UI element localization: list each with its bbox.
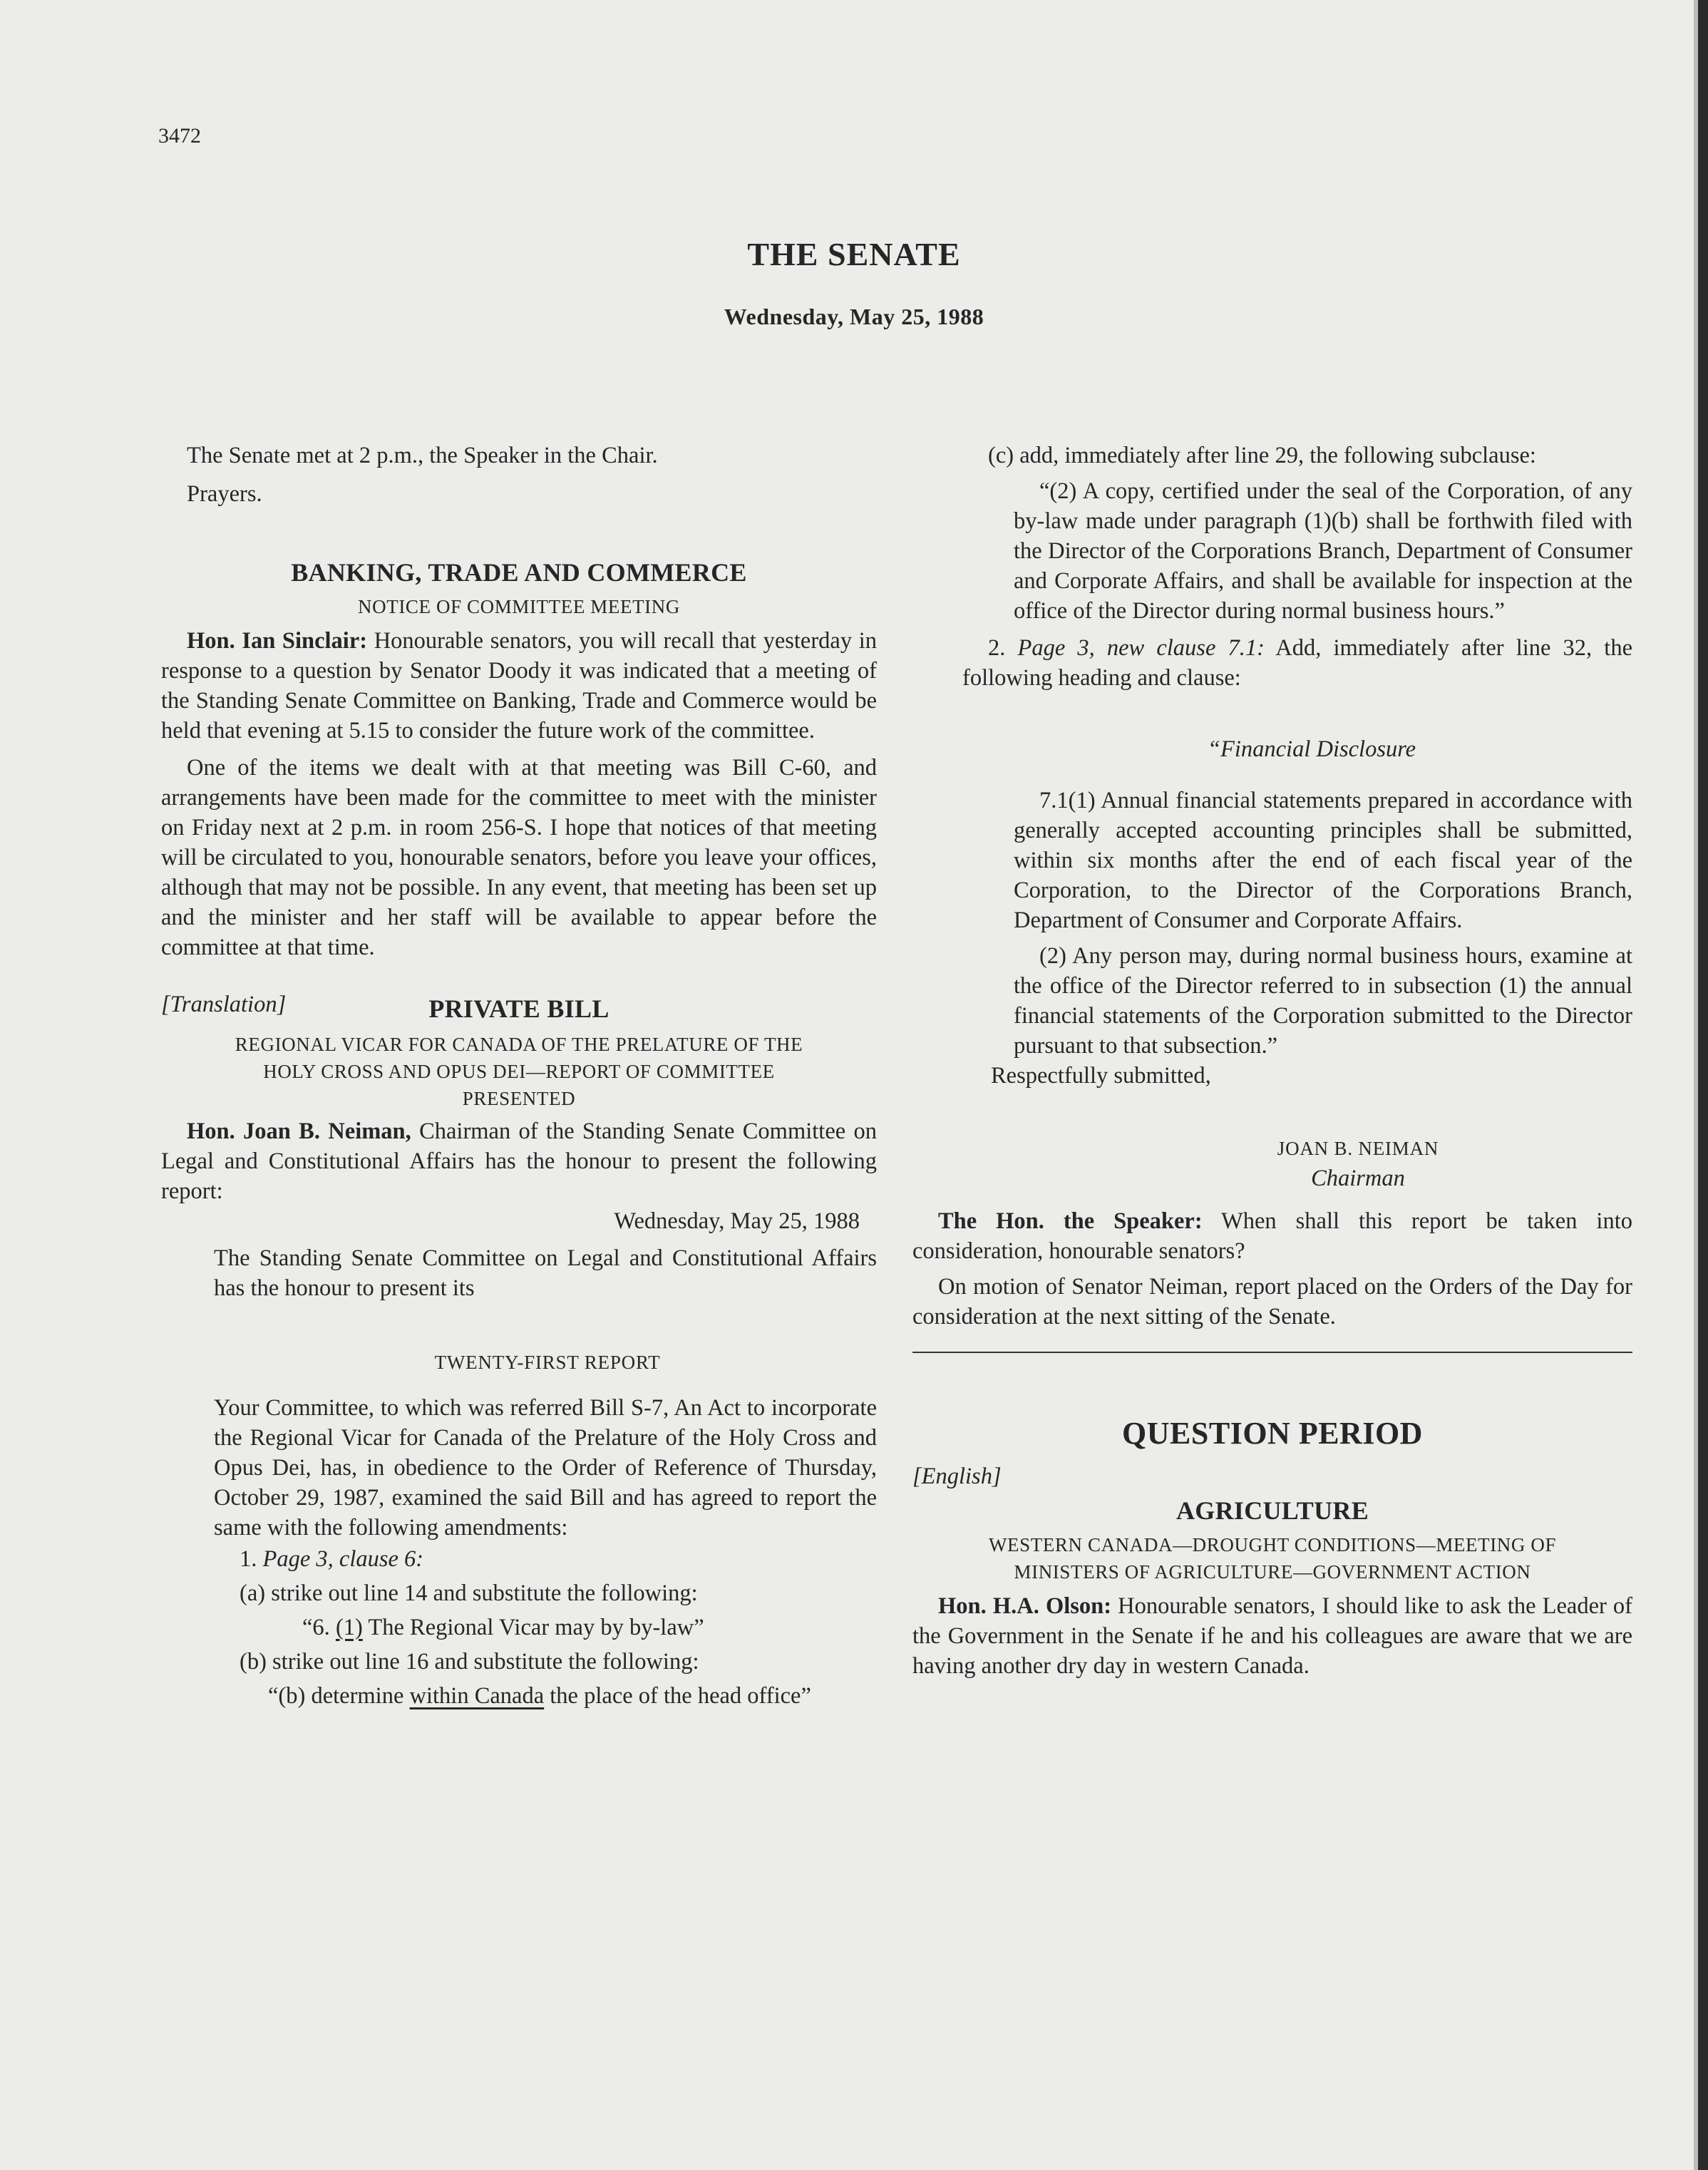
respectfully-submitted: Respectfully submitted,	[991, 1063, 1211, 1089]
olson-text: Honourable senators, I should like to ask the Leader of the Government in the Senate if he and his colleagues are aware that we are having another dry day in western Canada.	[912, 1593, 1632, 1679]
signer-title: Chairman	[1311, 1166, 1405, 1191]
amendment-b-quote	[161, 1681, 877, 1711]
translation-tag: [Translation]	[161, 992, 287, 1017]
prayers-line: Prayers.	[187, 481, 262, 507]
amendment-1-ref: Page 3, clause 6:	[262, 1546, 424, 1572]
olson-question	[912, 1591, 1632, 1681]
question-period-heading: QUESTION PERIOD	[1122, 1416, 1423, 1451]
amendment-2	[912, 633, 1632, 693]
agriculture-subheading-1: WESTERN CANADA—DROUGHT CONDITIONS—MEETING OF	[988, 1534, 1557, 1555]
amendment-a: (a) strike out line 14 and substitute the following:	[240, 1580, 698, 1606]
sinclair-speaker: Hon. Ian Sinclair:	[187, 628, 368, 654]
olson-speaker: Hon. H.A. Olson:	[938, 1593, 1112, 1619]
report-intro: The Standing Senate Committee on Legal and Constitutional Affairs has the honour to present its	[214, 1245, 877, 1301]
opening-line: The Senate met at 2 p.m., the Speaker in the Chair.	[187, 443, 658, 468]
page-date: Wednesday, May 25, 1988	[724, 304, 984, 329]
sinclair-text1: Honourable senators, you will recall that yesterday in response to a question by Senator Doody it was indicated that a meeting of the Standing Senate Committee on Banking, Trade and Commerce would be held that evening at 5.15 to consider the future work of the committee.	[161, 628, 877, 744]
amendment-a-quote-underlined: (1)	[335, 1615, 363, 1640]
neiman-intro-text: Chairman of the Standing Senate Committee on Legal and Constitutional Affairs has the honour to present the following report:	[161, 1119, 877, 1204]
amendment-c: (c) add, immediately after line 29, the following subclause:	[988, 443, 1536, 468]
neiman-intro	[161, 1116, 877, 1206]
banking-heading: BANKING, TRADE AND COMMERCE	[291, 558, 747, 587]
amendment-b: (b) strike out line 16 and substitute the following:	[240, 1649, 699, 1675]
amendment-2-ref: Page 3, new clause 7.1:	[1017, 635, 1265, 661]
left-column	[161, 441, 877, 1711]
amendment-a-quote-pre: “6.	[302, 1615, 330, 1640]
amendment-2-num: 2.	[988, 635, 1006, 661]
english-tag: [English]	[912, 1464, 1002, 1489]
page-title: THE SENATE	[747, 236, 961, 272]
amendment-a-quote	[161, 1613, 877, 1642]
right-column	[912, 441, 1632, 1681]
amendment-2-text: Add, immediately after line 32, the following heading and clause:	[962, 635, 1633, 691]
sinclair-para2: One of the items we dealt with at that meeting was Bill C-60, and arrangements have been made for the committee to meet with the minister on Friday next at 2 p.m. in room 256-S. I hope that notices of that meeting will be circulated to you, honourable senators, before you leave your offices, although that may not be possible. In any event, that meeting has been set up and the minister and her staff will be available to appear before the committee at that time.	[161, 755, 877, 960]
speaker-label: The Hon. the Speaker:	[938, 1208, 1203, 1234]
agriculture-subheading-2: MINISTERS OF AGRICULTURE—GOVERNMENT ACTION	[1014, 1561, 1531, 1583]
amendment-b-quote-post: the place of the head office”	[550, 1683, 811, 1709]
amendment-b-quote-pre: “(b) determine	[268, 1683, 404, 1709]
speaker-question-text: When shall this report be taken into consideration, honourable senators?	[912, 1208, 1632, 1264]
neiman-speaker: Hon. Joan B. Neiman,	[187, 1119, 411, 1144]
report-date: Wednesday, May 25, 1988	[614, 1208, 860, 1234]
banking-subheading: NOTICE OF COMMITTEE MEETING	[358, 596, 680, 617]
clause-7-1-2: (2) Any person may, during normal business hours, examine at the office of the Director referred to in subsection (1) the annual financial statements of the Corporation submitted to the Director pursuant to that subsection.”	[1014, 943, 1632, 1059]
financial-disclosure-heading: “Financial Disclosure	[1207, 736, 1416, 762]
private-bill-subheading-2: HOLY CROSS AND OPUS DEI—REPORT OF COMMITTEE	[263, 1061, 775, 1082]
signer-name: JOAN B. NEIMAN	[1277, 1138, 1439, 1159]
sinclair-para1	[161, 626, 877, 746]
speaker-question	[912, 1206, 1632, 1266]
private-bill-subheading-3: PRESENTED	[462, 1088, 576, 1109]
amendment-1-num: 1.	[240, 1546, 257, 1572]
private-bill-subheading-1: REGIONAL VICAR FOR CANADA OF THE PRELATURE OF THE	[235, 1034, 803, 1055]
amendment-b-quote-underlined: within Canada	[409, 1683, 545, 1709]
report-title: TWENTY-FIRST REPORT	[434, 1352, 661, 1373]
clause-7-1-1: 7.1(1) Annual financial statements prepared in accordance with generally accepted accounting principles shall be submitted, within six months after the end of each fiscal year of the Corporation, to the Director of the Corporations Branch, Department of Consumer and Corporate Affairs.	[1014, 788, 1632, 933]
amendment-a-quote-post: The Regional Vicar may by by-law”	[368, 1615, 704, 1640]
page-number: 3472	[158, 124, 201, 148]
motion-text: On motion of Senator Neiman, report placed on the Orders of the Day for consideration at the next sitting of the Senate.	[912, 1274, 1632, 1330]
private-bill-heading: PRIVATE BILL	[428, 994, 609, 1023]
report-body: Your Committee, to which was referred Bill S-7, An Act to incorporate the Regional Vicar for Canada of the Prelature of the Holy Cross and Opus Dei, has, in obedience to the Order of Reference of Thursday, October 29, 1987, examined the said Bill and has agreed to report the same with the following amendments:	[214, 1395, 877, 1541]
agriculture-heading: AGRICULTURE	[1175, 1496, 1369, 1525]
amendment-1	[161, 1544, 877, 1574]
amendment-c-quote: “(2) A copy, certified under the seal of the Corporation, of any by-law made under paragraph (1)(b) shall be forthwith filed with the Director of the Corporations Branch, Department of Consumer and Corporate Affairs, and shall be available for inspection at the office of the Director during normal business hours.”	[1014, 478, 1632, 624]
